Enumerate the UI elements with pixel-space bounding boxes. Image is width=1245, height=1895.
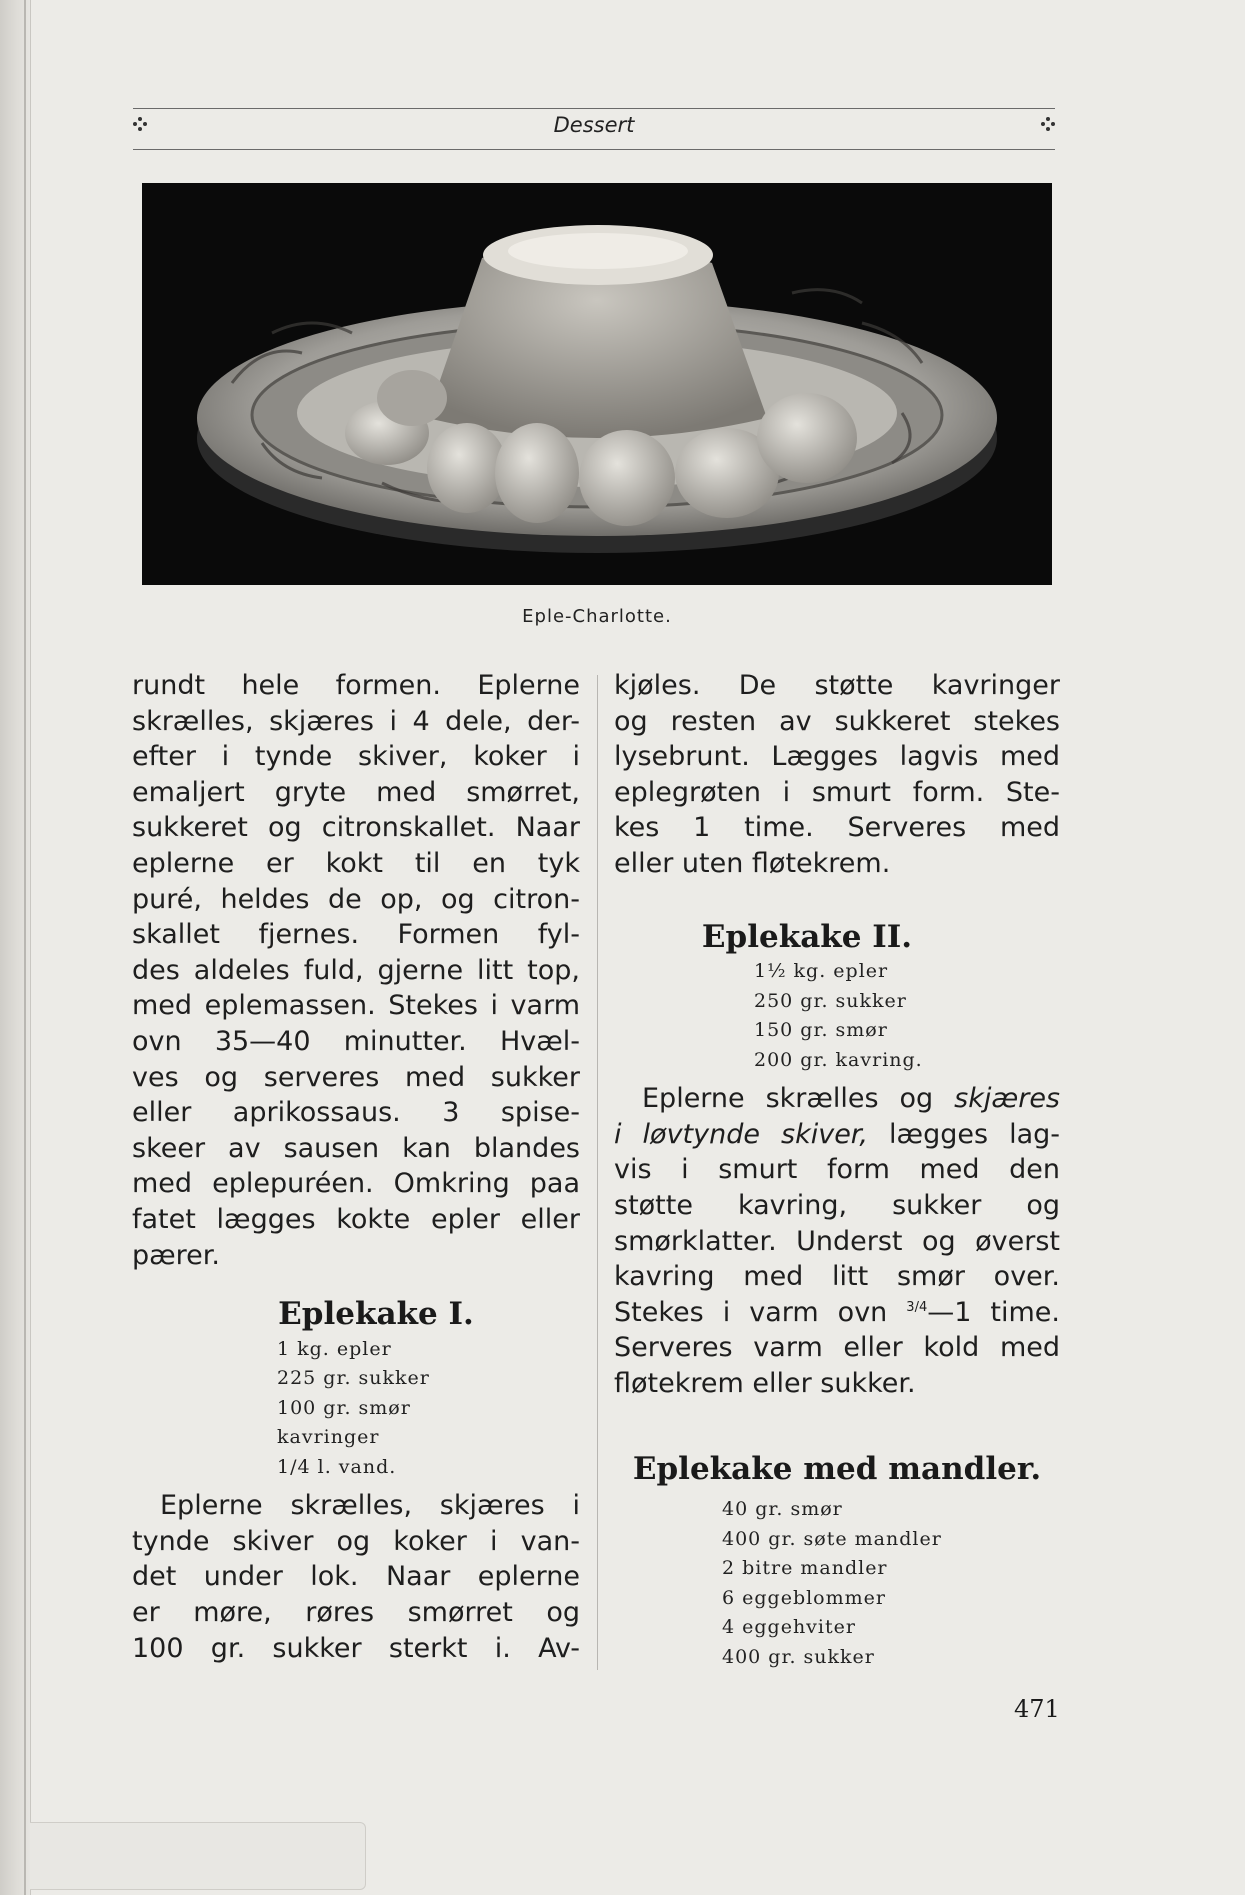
- text-line: Eplerne skrælles, skjæres i: [160, 1490, 580, 1522]
- italic-text: i løvtynde skiver,: [614, 1118, 869, 1150]
- text-line: [614, 1295, 1060, 1331]
- text-line: Serveres varm eller kold med: [614, 1332, 1060, 1364]
- right-column: [614, 668, 1060, 1672]
- text-line: pærer.: [132, 1239, 220, 1271]
- text-line: tynde skiver og koker i van-: [132, 1525, 580, 1557]
- text-fragment: Eplerne skrælles og: [642, 1083, 955, 1115]
- ingredient-item: 150 gr. smør: [754, 1019, 888, 1042]
- text-line: smørklatter. Underst og øverst: [614, 1225, 1060, 1257]
- text-line: [614, 1117, 1060, 1153]
- ingredient-item: 1 kg. epler: [277, 1337, 392, 1360]
- text-line: rundt hele formen. Eplerne: [132, 670, 580, 701]
- text-line: [614, 1081, 1060, 1117]
- ingredient-item: 400 gr. søte mandler: [722, 1527, 942, 1550]
- section-title: Dessert: [553, 113, 635, 137]
- text-line: eplegrøten i smurt form. Ste-: [614, 776, 1060, 808]
- recipe-title-eplekake-2: Eplekake II.: [701, 918, 913, 955]
- left-column: [132, 668, 580, 1666]
- text-line: skallet fjernes. Formen fyl-: [132, 919, 580, 951]
- page-number: 471: [1014, 1695, 1060, 1723]
- text-line: efter i tynde skiver, koker i: [132, 741, 580, 773]
- dessert-photo: [142, 183, 1052, 585]
- recipe-title-eplekake-1: Eplekake I.: [278, 1296, 474, 1333]
- ingredient-item: 200 gr. kavring.: [754, 1048, 923, 1071]
- page-corner-tab: [30, 1822, 366, 1890]
- text-line: ves og serveres med sukker: [132, 1061, 580, 1093]
- text-line: sukkeret og citronskallet. Naar: [132, 812, 580, 844]
- text-line: med eplemassen. Stekes i varm: [132, 990, 580, 1022]
- ornament-icon: [1041, 117, 1055, 133]
- text-line: des aldeles fuld, gjerne litt top,: [132, 954, 580, 986]
- fraction: 3/4: [906, 1299, 928, 1315]
- ingredient-item: 400 gr. sukker: [722, 1645, 875, 1668]
- ingredient-list: [614, 957, 1060, 1075]
- text-line: ovn 35—40 minutter. Hvæl-: [132, 1025, 580, 1057]
- text-line: 100 gr. sukker sterkt i. Av-: [132, 1632, 580, 1664]
- method-paragraph: [614, 1081, 1060, 1401]
- intro-paragraph: [132, 668, 580, 1273]
- apple-charlotte-illustration: [142, 183, 1052, 585]
- text-line: det under lok. Naar eplerne: [132, 1561, 580, 1593]
- text-line: emaljert gryte med smørret,: [132, 776, 580, 808]
- text-line: eller aprikossaus. 3 spise-: [132, 1097, 580, 1129]
- column-divider: [597, 675, 598, 1670]
- text-fragment: Stekes i varm ovn: [614, 1296, 907, 1328]
- ingredient-item: 1/4 l. vand.: [277, 1455, 397, 1478]
- text-line: lysebrunt. Lægges lagvis med: [614, 741, 1060, 773]
- text-line: kes 1 time. Serveres med: [614, 812, 1060, 844]
- text-line: fløtekrem eller sukker.: [614, 1367, 916, 1399]
- text-line: er møre, røres smørret og: [132, 1596, 580, 1628]
- ingredient-item: 40 gr. smør: [722, 1498, 843, 1521]
- text-line: kavring med litt smør over.: [614, 1261, 1060, 1293]
- text-line: skeer av sausen kan blandes: [132, 1132, 580, 1164]
- ingredient-item: 250 gr. sukker: [754, 989, 907, 1012]
- ingredient-item: 225 gr. sukker: [277, 1367, 430, 1390]
- ingredient-item: 4 eggehviter: [722, 1616, 856, 1639]
- photo-caption: Eple-Charlotte.: [522, 606, 672, 627]
- text-line: og resten av sukkeret stekes: [614, 705, 1060, 737]
- running-header: [133, 108, 1055, 150]
- ingredient-item: 1½ kg. epler: [754, 960, 889, 983]
- method-paragraph: [132, 1488, 580, 1666]
- text-line: vis i smurt form med den: [614, 1154, 1060, 1186]
- text-line: puré, heldes de op, og citron-: [132, 883, 580, 915]
- text-line: støtte kavring, sukker og: [614, 1189, 1060, 1221]
- book-spine: [0, 0, 31, 1895]
- recipe-title-eplekake-mandler: Eplekake med mandler.: [632, 1450, 1042, 1487]
- text-fragment: lægges lag-: [868, 1118, 1060, 1150]
- ingredient-item: 2 bitre mandler: [722, 1557, 888, 1580]
- text-line: eplerne er kokt til en tyk: [132, 847, 580, 879]
- ingredient-list: [132, 1335, 580, 1483]
- text-line: med eplepuréen. Omkring paa: [132, 1168, 580, 1200]
- ingredient-item: 6 eggeblommer: [722, 1586, 886, 1609]
- ingredient-list: [614, 1495, 1060, 1672]
- text-line: fatet lægges kokte epler eller: [132, 1203, 580, 1235]
- italic-text: skjæres: [954, 1083, 1060, 1115]
- text-line: skrælles, skjæres i 4 dele, der-: [132, 705, 580, 737]
- binding-edge: [24, 0, 26, 1895]
- text-line: eller uten fløtekrem.: [614, 847, 891, 879]
- ingredient-item: 100 gr. smør: [277, 1396, 411, 1419]
- ingredient-item: kavringer: [277, 1426, 380, 1449]
- text-fragment: —1 time.: [927, 1296, 1060, 1328]
- text-line: kjøles. De støtte kavringer: [614, 670, 1060, 701]
- continuation-paragraph: [614, 668, 1060, 882]
